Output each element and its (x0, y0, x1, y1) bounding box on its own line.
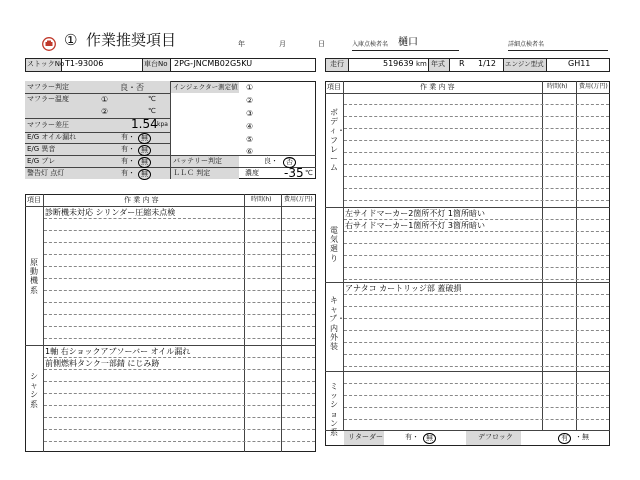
injector-5: ⑤ (246, 135, 254, 144)
ruled-line (344, 330, 609, 331)
body-frame-group-label: ボディ・フレーム (329, 108, 345, 173)
ruled-line (344, 188, 609, 189)
ruled-line (344, 294, 609, 295)
injector-3: ③ (246, 109, 254, 118)
stamp-logo-icon (42, 36, 56, 50)
left-header-time: 時間(h) (251, 196, 272, 203)
ruled-line (44, 254, 315, 255)
muffler-temp-2-unit: ℃ (148, 107, 156, 115)
muffler-press-label: マフラー差圧 (27, 121, 69, 129)
mileage-unit: km (416, 60, 427, 68)
ruled-line (344, 419, 609, 420)
year-model-value: 1/12 (478, 59, 496, 68)
muffler-press-value: 1.54 (131, 117, 158, 131)
left-header-cost: 費用(万円) (284, 196, 313, 203)
battery-label: バッテリー判定 (173, 157, 222, 165)
ruled-line (44, 278, 315, 279)
ruled-line (44, 314, 315, 315)
ruled-line (344, 200, 609, 201)
retarder-no: 無 (423, 433, 436, 444)
ruled-line (44, 369, 315, 370)
ruled-line (44, 266, 315, 267)
left-header-item: 項目 (27, 196, 41, 204)
era-value: R (459, 59, 465, 68)
eg-oil-label: E/G オイル漏れ (27, 133, 77, 141)
detail-inspector-label: 詳細点検者名 (508, 41, 545, 48)
llc-value: -35 (284, 166, 304, 180)
ruled-line (44, 326, 315, 327)
eg-vibration-no: 無 (138, 157, 151, 168)
eg-vibration-yes: 有・ (121, 157, 135, 165)
muffler-temp-1: ① (101, 95, 109, 104)
mileage-value: 519639 (383, 59, 414, 68)
eg-oil-yes: 有・ (121, 133, 135, 141)
cab-group-label: キャブ・内外装 (329, 296, 345, 351)
ruled-line (344, 152, 609, 153)
eg-noise-yes: 有・ (121, 145, 135, 153)
stock-value: T1-93006 (65, 59, 104, 68)
muffler-temp-2: ② (101, 107, 109, 116)
ruled-line (44, 393, 315, 394)
cab-line-1: アナタコ カートリッジ部 蓋破損 (345, 284, 462, 293)
ruled-line (344, 383, 609, 384)
electric-line-2: 右サイドマーカー1箇所不灯 3箇所暗い (345, 221, 486, 230)
injector-2: ② (246, 96, 254, 105)
ruled-line (44, 290, 315, 291)
muffler-temp-1-unit: ℃ (148, 95, 156, 103)
year-label: 年 (238, 40, 245, 48)
ruled-line (44, 417, 315, 418)
ruled-line (344, 279, 609, 280)
ruled-line (44, 302, 315, 303)
month-label: 月 (279, 40, 286, 48)
muffler-press-unit: kpa (157, 121, 168, 128)
ruled-line (44, 230, 315, 231)
ruled-line (344, 395, 609, 396)
electric-group-label: 電気廻り (330, 226, 338, 263)
eg-noise-no: 無 (138, 145, 151, 156)
ruled-line (344, 407, 609, 408)
ruled-line (344, 306, 609, 307)
ruled-line (344, 164, 609, 165)
ruled-line (344, 116, 609, 117)
ruled-line (44, 338, 315, 339)
ruled-line (44, 381, 315, 382)
engine-line-1: 診断機未対応 シリンダー圧縮未点検 (45, 208, 176, 217)
muffler-judge-options: 良・否 (120, 83, 144, 92)
electric-line-1: 左サイドマーカー2箇所不灯 1箇所暗い (345, 209, 486, 218)
page-title: 作業推奨項目 (86, 31, 177, 49)
chassis-group-label: シャシ系 (30, 372, 38, 409)
ruled-line (344, 219, 609, 220)
injector-1: ① (246, 83, 254, 92)
ruled-line (344, 318, 609, 319)
ruled-line (344, 366, 609, 367)
ruled-line (44, 441, 315, 442)
llc-unit: ℃ (305, 169, 313, 177)
battery-good: 良・ (264, 157, 278, 165)
right-header-item: 項目 (327, 83, 341, 91)
ruled-line (344, 104, 609, 105)
left-work-table (25, 194, 316, 452)
ruled-line (44, 242, 315, 243)
warning-lamp-no: 無 (138, 169, 151, 180)
inspector-value: 樋口 (398, 37, 418, 48)
mileage-label: 走行 (330, 60, 344, 68)
mission-group-label: ミッション系 (330, 382, 338, 437)
difflock-label: デフロック (478, 433, 513, 441)
right-header-cost: 費用(万円) (579, 83, 608, 90)
difflock-no: ・無 (575, 433, 589, 441)
eg-oil-no: 無 (138, 133, 151, 144)
injector-6: ⑥ (246, 147, 254, 156)
chassis-line-1: 1軸 右ショックアブソーバー オイル漏れ (45, 347, 191, 356)
stock-label: ストックNo (27, 60, 65, 68)
ruled-line (44, 405, 315, 406)
muffler-judge-label: マフラー判定 (27, 83, 69, 91)
ruled-line (344, 140, 609, 141)
injector-4: ④ (246, 122, 254, 131)
battery-bad: 否 (283, 157, 296, 168)
chassis-value: 2PG-JNCMB02G5KU (174, 59, 253, 68)
chassis-line-2: 前側燃料タンク一部錆 にじみ跡 (45, 359, 160, 368)
engine-type-label: エンジン型式 (505, 60, 544, 68)
injector-label: インジェクター測定値 (173, 83, 238, 91)
ruled-line (344, 267, 609, 268)
day-label: 日 (318, 40, 325, 48)
ruled-line (344, 128, 609, 129)
year-model-label: 年式 (431, 60, 445, 68)
form-number: ① (64, 31, 78, 49)
ruled-line (344, 255, 609, 256)
ruled-line (344, 243, 609, 244)
ruled-line (44, 357, 315, 358)
ruled-line (344, 354, 609, 355)
llc-conc-label: 濃度 (245, 169, 259, 177)
eg-noise-label: E/G 異音 (27, 145, 56, 153)
chassis-label: 車台No (144, 60, 168, 68)
warning-lamp-yes: 有・ (121, 169, 135, 177)
ruled-line (44, 218, 315, 219)
ruled-line (44, 429, 315, 430)
muffler-temp-label: マフラー温度 (27, 95, 69, 103)
difflock-yes: 有 (558, 433, 571, 444)
retarder-yes: 有・ (405, 433, 419, 441)
engine-group-label: 原動機系 (30, 258, 38, 295)
right-header-work: 作 業 内 容 (420, 83, 455, 91)
engine-type-value: GH11 (568, 59, 591, 68)
warning-lamp-label: 警告灯 点灯 (27, 169, 65, 177)
retarder-label: リターダー (348, 433, 383, 441)
ruled-line (344, 231, 609, 232)
llc-label: ＬＬＣ 判定 (173, 169, 211, 177)
right-header-time: 時間(h) (547, 83, 568, 90)
ruled-line (344, 342, 609, 343)
right-work-table (325, 81, 610, 446)
inspector-label: 入庫点検者名 (352, 41, 389, 48)
ruled-line (344, 176, 609, 177)
left-header-work: 作 業 内 容 (124, 196, 159, 204)
eg-vibration-label: E/G ブレ (27, 157, 56, 165)
